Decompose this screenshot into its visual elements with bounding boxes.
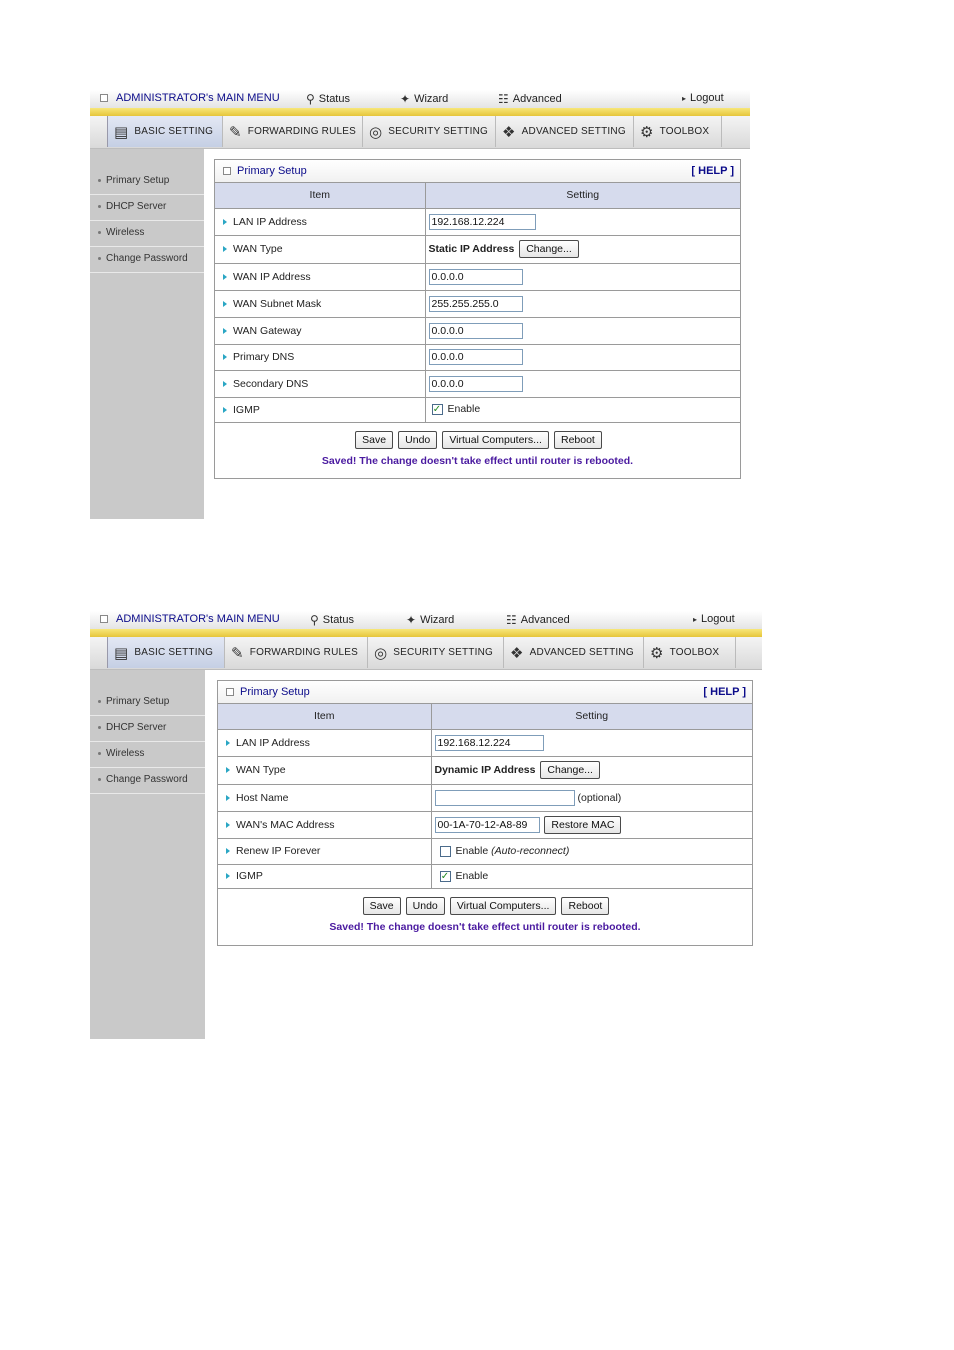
virtual-computers-button[interactable]: Virtual Computers... — [442, 431, 549, 449]
main-menu-bar — [90, 90, 750, 109]
tab-toolbox[interactable]: ⚙ TOOLBOX — [644, 637, 736, 668]
tab-security-setting[interactable]: ◎ SECURITY SETTING — [363, 116, 496, 147]
arrow-icon — [226, 848, 230, 854]
forwarding-icon: ✎ — [231, 644, 244, 662]
bullet-icon — [98, 778, 101, 781]
box-title: Primary Setup — [240, 686, 310, 698]
table-row: WAN Type Static IP Address Change... — [215, 235, 740, 263]
lan-ip-input[interactable]: 192.168.12.224 — [435, 735, 544, 751]
saved-message: Saved! The change doesn't take effect until router is rebooted. — [329, 920, 641, 933]
sidebar-item-change-password[interactable]: Change Password — [90, 768, 205, 794]
book-icon: ▤ — [114, 123, 129, 141]
arrow-icon — [226, 767, 230, 773]
change-wan-type-button[interactable]: Change... — [540, 761, 600, 779]
tab-bar — [90, 637, 762, 670]
sidebar-item-dhcp-server[interactable]: DHCP Server — [90, 716, 205, 742]
table-row: WAN IP Address 0.0.0.0 — [215, 263, 740, 290]
sidebar — [90, 670, 205, 1039]
col-setting: Setting — [425, 183, 740, 208]
wan-mac-input[interactable]: 00-1A-70-12-A8-89 — [435, 817, 540, 833]
table-header — [218, 704, 752, 729]
advanced-setting-icon: ❖ — [510, 644, 524, 662]
table-row: WAN Subnet Mask 255.255.255.0 — [215, 290, 740, 317]
security-icon: ◎ — [374, 644, 388, 662]
undo-button[interactable]: Undo — [406, 897, 445, 915]
change-wan-type-button[interactable]: Change... — [519, 240, 579, 258]
help-link[interactable]: [ HELP ] — [703, 686, 746, 698]
table-row: WAN's MAC Address 00-1A-70-12-A8-89 Restore MAC — [218, 811, 752, 838]
wizard-icon: ✦ — [400, 92, 411, 106]
tab-basic-setting[interactable]: ▤ BASIC SETTING — [107, 116, 223, 147]
bullet-icon — [98, 752, 101, 755]
saved-message: Saved! The change doesn't take effect until router is rebooted. — [321, 454, 634, 467]
forwarding-icon: ✎ — [229, 123, 242, 141]
yellow-stripe — [90, 108, 750, 116]
arrow-right-icon: ▸ — [693, 614, 698, 624]
optional-note: (optional) — [577, 791, 622, 804]
advanced-icon: ☷ — [498, 92, 509, 106]
table-row: WAN Gateway 0.0.0.0 — [215, 317, 740, 344]
host-name-input[interactable] — [435, 790, 575, 806]
reboot-button[interactable]: Reboot — [561, 897, 609, 915]
bullet-icon — [98, 726, 101, 729]
primary-setup-box — [214, 159, 741, 479]
arrow-icon — [223, 354, 227, 360]
square-icon — [223, 167, 231, 175]
settings-table — [215, 183, 740, 423]
wizard-icon: ✦ — [406, 613, 417, 627]
table-row: Renew IP Forever Enable (Auto-reconnect) — [218, 838, 752, 864]
wan-type-value: Static IP Address — [428, 243, 515, 255]
bullet-icon — [98, 205, 101, 208]
tab-basic-setting[interactable]: ▤ BASIC SETTING — [107, 637, 225, 668]
arrow-icon — [226, 795, 230, 801]
menu-advanced[interactable]: ☷ Advanced — [498, 92, 562, 106]
wan-subnet-mask-input[interactable]: 255.255.255.0 — [429, 296, 523, 312]
table-row: IGMP ✓ Enable — [215, 397, 740, 422]
help-link[interactable]: [ HELP ] — [691, 165, 734, 177]
col-setting: Setting — [431, 704, 752, 729]
square-icon — [100, 94, 108, 102]
menu-wizard[interactable]: ✦ Wizard — [406, 613, 455, 627]
arrow-icon — [226, 873, 230, 879]
table-row: LAN IP Address 192.168.12.224 — [218, 729, 752, 756]
arrow-right-icon: ▸ — [682, 93, 687, 103]
menu-advanced[interactable]: ☷ Advanced — [506, 613, 570, 627]
admin-main-menu[interactable]: ADMINISTRATOR's MAIN MENU — [100, 92, 280, 104]
table-row: LAN IP Address 192.168.12.224 — [215, 208, 740, 235]
tab-advanced-setting[interactable]: ❖ ADVANCED SETTING — [496, 116, 634, 147]
bullet-icon — [98, 257, 101, 260]
primary-setup-box — [217, 680, 753, 946]
box-footer — [215, 423, 740, 467]
tab-bar — [90, 116, 750, 149]
arrow-icon — [223, 328, 227, 334]
restore-mac-button[interactable]: Restore MAC — [544, 816, 621, 834]
box-footer — [218, 889, 752, 933]
table-row: Host Name (optional) — [218, 784, 752, 811]
undo-button[interactable]: Undo — [398, 431, 437, 449]
menu-status[interactable]: ⚲ Status — [310, 613, 354, 627]
menu-logout[interactable]: ▸ Logout — [693, 613, 735, 625]
table-row: Primary DNS 0.0.0.0 — [215, 344, 740, 370]
main-menu-bar — [90, 611, 762, 630]
arrow-icon — [223, 274, 227, 280]
tab-security-setting[interactable]: ◎ SECURITY SETTING — [368, 637, 504, 668]
col-item: Item — [218, 704, 431, 729]
igmp-checkbox[interactable]: ✓ — [432, 404, 442, 416]
arrow-icon — [223, 381, 227, 387]
security-icon: ◎ — [369, 123, 383, 141]
advanced-setting-icon: ❖ — [502, 123, 516, 141]
wan-type-value: Dynamic IP Address — [434, 764, 536, 776]
advanced-icon: ☷ — [506, 613, 517, 627]
admin-main-menu[interactable]: ADMINISTRATOR's MAIN MENU — [100, 613, 280, 625]
sidebar — [90, 149, 204, 519]
arrow-icon — [226, 822, 230, 828]
sidebar-item-primary-setup[interactable]: Primary Setup — [90, 690, 205, 716]
person-icon: ⚲ — [306, 92, 315, 106]
reboot-button[interactable]: Reboot — [554, 431, 602, 449]
arrow-icon — [223, 407, 227, 413]
box-title-bar — [215, 160, 740, 183]
table-header — [215, 183, 740, 208]
igmp-checkbox[interactable]: ✓ — [440, 870, 450, 882]
bullet-icon — [98, 179, 101, 182]
primary-dns-input[interactable]: 0.0.0.0 — [429, 349, 523, 365]
tab-forwarding-rules[interactable]: ✎ FORWARDING RULES — [223, 116, 363, 147]
save-button[interactable]: Save — [355, 431, 393, 449]
sidebar-item-change-password[interactable]: Change Password — [90, 247, 204, 273]
arrow-icon — [223, 301, 227, 307]
renew-ip-checkbox[interactable] — [440, 846, 451, 857]
tab-advanced-setting[interactable]: ❖ ADVANCED SETTING — [504, 637, 644, 668]
table-row: IGMP ✓ Enable — [218, 864, 752, 888]
wan-ip-input[interactable]: 0.0.0.0 — [429, 269, 523, 285]
yellow-stripe — [90, 629, 762, 637]
wan-gateway-input[interactable]: 0.0.0.0 — [429, 323, 523, 339]
arrow-icon — [223, 219, 227, 225]
table-row: WAN Type Dynamic IP Address Change... — [218, 756, 752, 784]
virtual-computers-button[interactable]: Virtual Computers... — [450, 897, 557, 915]
router-panel-dynamic — [90, 611, 762, 1039]
tab-forwarding-rules[interactable]: ✎ FORWARDING RULES — [225, 637, 368, 668]
square-icon — [226, 688, 234, 696]
arrow-icon — [226, 740, 230, 746]
sidebar-item-wireless[interactable]: Wireless — [90, 742, 205, 768]
book-icon: ▤ — [114, 644, 129, 662]
col-item: Item — [215, 183, 425, 208]
sidebar-item-primary-setup[interactable]: Primary Setup — [90, 169, 204, 195]
settings-table — [218, 704, 752, 889]
bullet-icon — [98, 700, 101, 703]
toolbox-icon: ⚙ — [650, 644, 664, 662]
square-icon — [100, 615, 108, 623]
menu-status[interactable]: ⚲ Status — [306, 92, 350, 106]
person-icon: ⚲ — [310, 613, 319, 627]
auto-reconnect-note: (Auto-reconnect) — [491, 845, 570, 858]
sidebar-item-wireless[interactable]: Wireless — [90, 221, 204, 247]
menu-wizard[interactable]: ✦ Wizard — [400, 92, 449, 106]
bullet-icon — [98, 231, 101, 234]
table-row: Secondary DNS 0.0.0.0 — [215, 370, 740, 397]
router-panel-static — [90, 90, 750, 520]
lan-ip-input[interactable]: 192.168.12.224 — [429, 214, 536, 230]
menu-logout[interactable]: ▸ Logout — [682, 92, 724, 104]
sidebar-item-dhcp-server[interactable]: DHCP Server — [90, 195, 204, 221]
arrow-icon — [223, 246, 227, 252]
secondary-dns-input[interactable]: 0.0.0.0 — [429, 376, 523, 392]
box-title-bar — [218, 681, 752, 704]
tab-toolbox[interactable]: ⚙ TOOLBOX — [634, 116, 722, 147]
save-button[interactable]: Save — [363, 897, 401, 915]
box-title: Primary Setup — [237, 165, 307, 177]
toolbox-icon: ⚙ — [640, 123, 654, 141]
